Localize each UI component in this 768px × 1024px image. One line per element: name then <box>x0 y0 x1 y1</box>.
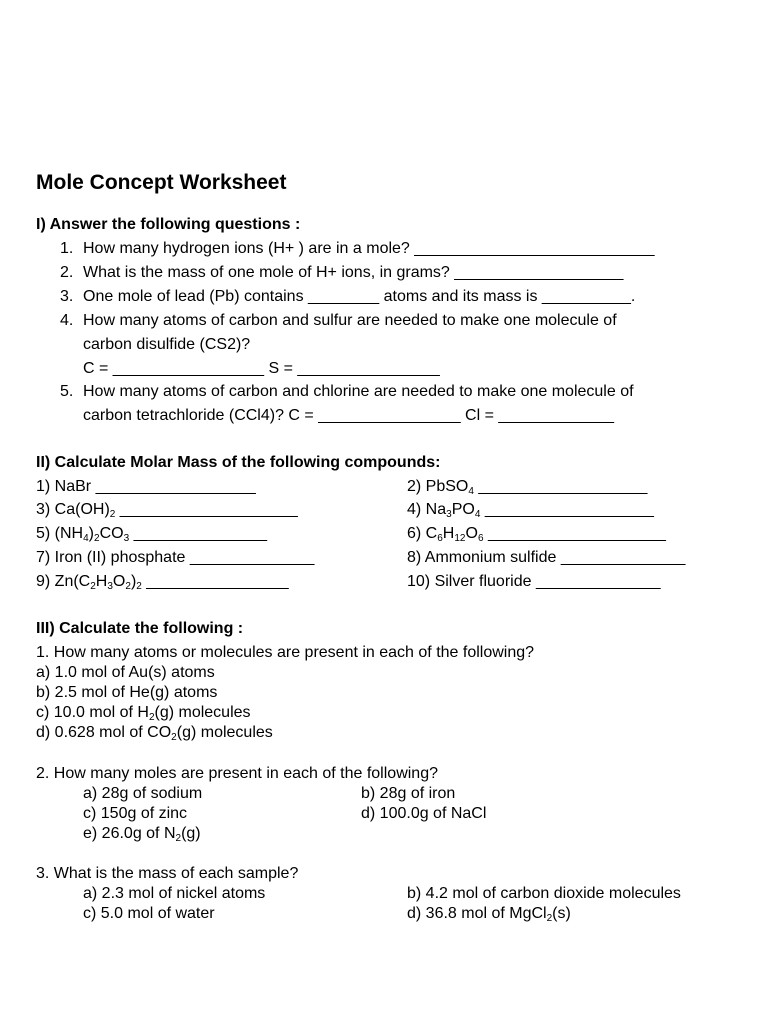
compound-item-7 <box>36 550 314 566</box>
part3-question-1: 1. How many atoms or molecules are present in each of the following? <box>36 644 535 661</box>
question-text: What is the mass of one mole of H+ ions, in grams? ___________________ <box>83 264 624 281</box>
compound-item-8 <box>407 550 685 566</box>
part3-q1-item-d <box>36 725 273 741</box>
question-number: 5. <box>60 383 74 400</box>
part3-q3-item-c: c) 5.0 mol of water <box>83 905 215 922</box>
answer-blank: ___________________ <box>480 501 654 518</box>
question-4-continued: carbon disulfide (CS2)? <box>83 336 251 353</box>
question-text: One mole of lead (Pb) contains ________ atoms and its mass is __________. <box>83 288 636 305</box>
part3-q2-item-d: d) 100.0g of NaCl <box>361 805 487 822</box>
compound-label: 3) Ca(OH) <box>36 501 110 518</box>
subscript: 2 <box>90 581 96 592</box>
answer-blank: ___________________ <box>473 478 648 495</box>
subscript: 2 <box>109 509 116 520</box>
answer-blank: ______________ <box>560 549 686 566</box>
subscript: 2 <box>136 581 142 592</box>
part3-q3-item-b: b) 4.2 mol of carbon dioxide molecules <box>407 885 681 902</box>
section-3-heading: III) Calculate the following : <box>36 620 244 637</box>
subscript: 6 <box>437 533 443 544</box>
compound-label: 4) Na <box>407 501 447 518</box>
section-2-heading: II) Calculate Molar Mass of the following compounds: <box>36 454 441 471</box>
item-text: d) 36.8 mol of MgCl <box>407 905 547 922</box>
compound-label: O <box>465 525 478 542</box>
question-text: How many atoms of carbon and sulfur are needed to make one molecule of <box>83 312 617 329</box>
item-text: d) 0.628 mol of CO <box>36 724 172 741</box>
question-1 <box>60 241 655 257</box>
part3-q2-item-b: b) 28g of iron <box>361 785 456 802</box>
compound-label: ) <box>88 525 94 542</box>
part3-q1-item-c <box>36 705 251 721</box>
compound-item-5 <box>36 526 267 542</box>
item-text: (g) <box>181 825 201 842</box>
subscript: 4 <box>474 509 481 520</box>
compound-label: 7) Iron (II) phosphate <box>36 549 190 566</box>
compound-label: 2) PbSO <box>407 478 469 495</box>
worksheet-title: Mole Concept Worksheet <box>36 171 287 194</box>
part3-q2-item-e <box>83 826 201 842</box>
part3-q3-item-d <box>407 906 571 922</box>
answer-blank: ________________ <box>141 573 289 590</box>
answer-blank: __________________ <box>95 478 256 495</box>
question-4 <box>60 313 617 329</box>
compound-item-1 <box>36 479 256 495</box>
compound-label: 5) (NH <box>36 525 84 542</box>
subscript: 2 <box>546 913 553 924</box>
part3-question-3: 3. What is the mass of each sample? <box>36 865 299 882</box>
subscript: 2 <box>148 712 155 723</box>
compound-label: 1) NaBr <box>36 478 96 495</box>
answer-blank: ______________ <box>189 549 315 566</box>
question-number: 1. <box>60 240 74 257</box>
compound-label: 10) Silver fluoride <box>407 573 536 590</box>
subscript: 3 <box>446 509 452 520</box>
part3-q1-item-b: b) 2.5 mol of He(g) atoms <box>36 684 218 701</box>
compound-item-4 <box>407 502 654 518</box>
subscript: 3 <box>107 581 113 592</box>
part3-q2-item-a: a) 28g of sodium <box>83 785 203 802</box>
compound-item-9 <box>36 574 289 590</box>
subscript: 2 <box>125 581 131 592</box>
item-text: (g) molecules <box>154 704 251 721</box>
subscript: 4 <box>468 486 474 497</box>
subscript: 12 <box>454 533 466 544</box>
question-5-continued: carbon tetrachloride (CCl4)? C = ________________ Cl = _____________ <box>83 407 615 424</box>
compound-item-6 <box>407 526 666 542</box>
part3-q2-item-c: c) 150g of zinc <box>83 805 188 822</box>
item-text: e) 26.0g of N <box>83 825 176 842</box>
subscript: 2 <box>171 732 177 743</box>
compound-label: H <box>442 525 455 542</box>
question-5 <box>60 384 634 400</box>
part3-q3-item-a: a) 2.3 mol of nickel atoms <box>83 885 266 902</box>
answer-blank: _______________ <box>129 525 268 542</box>
part3-question-2: 2. How many moles are present in each of the following? <box>36 765 438 782</box>
subscript: 2 <box>175 833 182 844</box>
compound-label: 9) Zn(C <box>36 573 91 590</box>
part3-q1-item-a: a) 1.0 mol of Au(s) atoms <box>36 664 215 681</box>
compound-label: O <box>112 573 126 590</box>
compound-item-2 <box>407 479 647 495</box>
section-1-heading: I) Answer the following questions : <box>36 216 301 233</box>
subscript: 2 <box>94 533 100 544</box>
subscript: 6 <box>477 533 484 544</box>
question-number: 2. <box>60 264 74 281</box>
compound-label: ) <box>130 573 137 590</box>
subscript: 3 <box>123 533 130 544</box>
question-number: 4. <box>60 312 74 329</box>
question-4-answers: C = _________________ S = ________________ <box>83 360 440 377</box>
question-3 <box>60 289 635 305</box>
compound-label: 6) C <box>407 525 438 542</box>
question-text: How many hydrogen ions (H+ ) are in a mole? ___________________________ <box>83 240 655 257</box>
compound-label: H <box>95 573 108 590</box>
subscript: 4 <box>83 533 89 544</box>
answer-blank: ____________________ <box>115 501 298 518</box>
answer-blank: ____________________ <box>483 525 666 542</box>
question-2 <box>60 265 623 281</box>
answer-blank: ______________ <box>535 573 661 590</box>
compound-label: CO <box>99 525 124 542</box>
item-text: (g) molecules <box>176 724 273 741</box>
question-text: How many atoms of carbon and chlorine are needed to make one molecule of <box>83 383 634 400</box>
item-text: c) 10.0 mol of H <box>36 704 149 721</box>
compound-label: 8) Ammonium sulfide <box>407 549 561 566</box>
compound-item-3 <box>36 502 298 518</box>
compound-label: PO <box>451 501 475 518</box>
compound-item-10 <box>407 574 661 590</box>
question-number: 3. <box>60 288 74 305</box>
item-text: (s) <box>552 905 571 922</box>
